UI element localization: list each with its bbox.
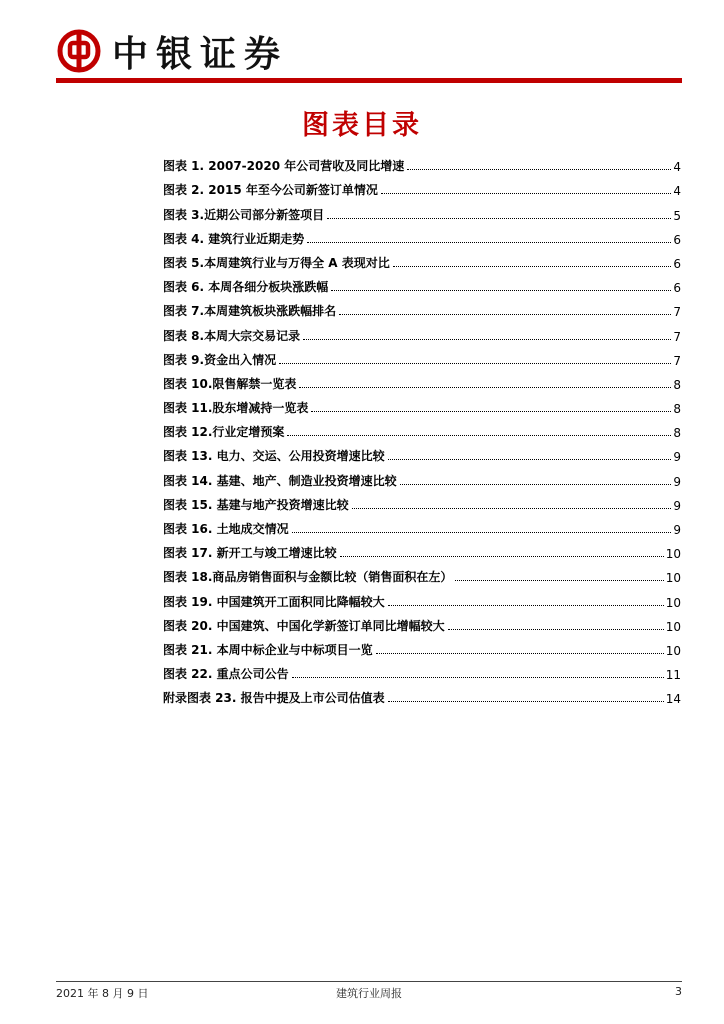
toc-item-label: 图表 11.股东增减持一览表 (163, 401, 309, 416)
toc-item-label: 图表 15. 基建与地产投资增速比较 (163, 497, 349, 512)
toc-item[interactable] (163, 271, 681, 295)
toc-item-label: 图表 13. 电力、交运、公用投资增速比较 (163, 449, 385, 464)
toc-item[interactable] (163, 392, 681, 416)
toc-item-label: 图表 10.限售解禁一览表 (163, 376, 297, 391)
toc-item-page: 10 (665, 571, 681, 586)
toc-item-label: 图表 5.本周建筑行业与万得全 A 表现对比 (163, 255, 390, 270)
toc-item-page: 10 (665, 595, 681, 610)
brand-name: 中银证券 (112, 32, 289, 75)
toc-leader-dots (327, 218, 671, 219)
toc-item[interactable] (163, 295, 681, 319)
toc-item[interactable] (163, 537, 681, 561)
toc-item[interactable] (163, 416, 681, 440)
toc-item[interactable] (163, 585, 681, 609)
toc-leader-dots (455, 580, 663, 581)
toc-item-label: 图表 20. 中国建筑、中国化学新签订单同比增幅较大 (163, 618, 445, 633)
toc-item-label: 图表 9.资金出入情况 (163, 352, 277, 367)
toc-item-page: 4 (673, 184, 681, 199)
toc-item-page: 7 (673, 353, 681, 368)
toc-item-label: 图表 4. 建筑行业近期走势 (163, 231, 305, 246)
table-of-contents (163, 150, 681, 706)
toc-item[interactable] (163, 489, 681, 513)
toc-item[interactable] (163, 513, 681, 537)
footer-report-type: 建筑行业周报 (336, 987, 402, 1000)
toc-item-label: 图表 7.本周建筑板块涨跌幅排名 (163, 304, 337, 319)
footer-page-number: 3 (675, 985, 682, 998)
toc-item[interactable] (163, 150, 681, 174)
toc-item-page: 8 (673, 377, 681, 392)
toc-item-label: 图表 19. 中国建筑开工面积同比降幅较大 (163, 594, 385, 609)
toc-leader-dots (381, 193, 672, 194)
toc-item[interactable] (163, 634, 681, 658)
toc-item-label: 图表 6. 本周各细分板块涨跌幅 (163, 280, 329, 295)
toc-item-page: 11 (665, 668, 681, 683)
toc-item[interactable] (163, 440, 681, 464)
toc-item-page: 7 (673, 305, 681, 320)
toc-item-label: 图表 12.行业定增预案 (163, 425, 285, 440)
toc-leader-dots (279, 363, 671, 364)
toc-item[interactable] (163, 658, 681, 682)
toc-item-page: 6 (673, 256, 681, 271)
toc-item[interactable] (163, 198, 681, 222)
toc-leader-dots (388, 701, 664, 702)
toc-item-label: 图表 8.本周大宗交易记录 (163, 328, 301, 343)
toc-item-page: 6 (673, 281, 681, 296)
bank-of-china-logo-icon (56, 28, 102, 74)
toc-item-page: 5 (673, 208, 681, 223)
toc-leader-dots (292, 677, 664, 678)
toc-item[interactable] (163, 682, 681, 706)
toc-item-page: 8 (673, 402, 681, 417)
toc-item[interactable] (163, 344, 681, 368)
footer-rule (56, 981, 682, 982)
toc-item-page: 6 (673, 232, 681, 247)
toc-item[interactable] (163, 174, 681, 198)
toc-item-page: 9 (673, 474, 681, 489)
toc-leader-dots (407, 169, 671, 170)
toc-item-label: 图表 17. 新开工与竣工增速比较 (163, 546, 337, 561)
toc-item-label: 图表 14. 基建、地产、制造业投资增速比较 (163, 473, 397, 488)
toc-leader-dots (311, 411, 671, 412)
header-rule (56, 78, 682, 83)
toc-item-page: 9 (673, 523, 681, 537)
toc-leader-dots (400, 484, 672, 485)
toc-leader-dots (303, 339, 671, 340)
toc-item-label: 图表 21. 本周中标企业与中标项目一览 (163, 642, 373, 657)
toc-item-page: 9 (673, 450, 681, 465)
toc-item[interactable] (163, 561, 681, 585)
toc-item[interactable] (163, 247, 681, 271)
toc-item-label: 图表 1. 2007-2020 年公司营收及同比增速 (163, 159, 405, 174)
toc-item-label: 图表 2. 2015 年至今公司新签订单情况 (163, 183, 378, 198)
toc-item[interactable] (163, 319, 681, 343)
toc-item-page: 7 (673, 329, 681, 344)
toc-item-page: 14 (665, 692, 681, 707)
toc-leader-dots (393, 266, 672, 267)
toc-item-label: 图表 3.近期公司部分新签项目 (163, 207, 325, 222)
toc-leader-dots (339, 314, 671, 315)
toc-item-label: 图表 16. 土地成交情况 (163, 522, 289, 536)
toc-leader-dots (307, 242, 671, 243)
toc-leader-dots (299, 387, 671, 388)
toc-leader-dots (352, 508, 672, 509)
toc-item-label: 附录图表 23. 报告中提及上市公司估值表 (163, 691, 385, 706)
toc-item-page: 9 (673, 498, 681, 513)
toc-leader-dots (292, 532, 672, 533)
page-title: 图表目录 (302, 110, 422, 141)
toc-item-page: 10 (665, 547, 681, 562)
toc-item[interactable] (163, 223, 681, 247)
toc-leader-dots (388, 605, 664, 606)
toc-leader-dots (331, 290, 671, 291)
toc-item-page: 10 (665, 643, 681, 658)
toc-item-page: 10 (665, 619, 681, 634)
toc-item-page: 8 (673, 426, 681, 441)
toc-leader-dots (340, 556, 664, 557)
toc-leader-dots (388, 459, 672, 460)
toc-item-label: 图表 18.商品房销售面积与金额比较（销售面积在左） (163, 570, 453, 585)
footer-date: 2021 年 8 月 9 日 (56, 987, 149, 1000)
toc-item-page: 4 (673, 160, 681, 175)
toc-item-label: 图表 22. 重点公司公告 (163, 667, 289, 682)
header (56, 26, 288, 76)
toc-leader-dots (376, 653, 664, 654)
toc-item[interactable] (163, 464, 681, 488)
toc-item[interactable] (163, 610, 681, 634)
toc-leader-dots (287, 435, 671, 436)
toc-leader-dots (448, 629, 664, 630)
toc-item[interactable] (163, 368, 681, 392)
